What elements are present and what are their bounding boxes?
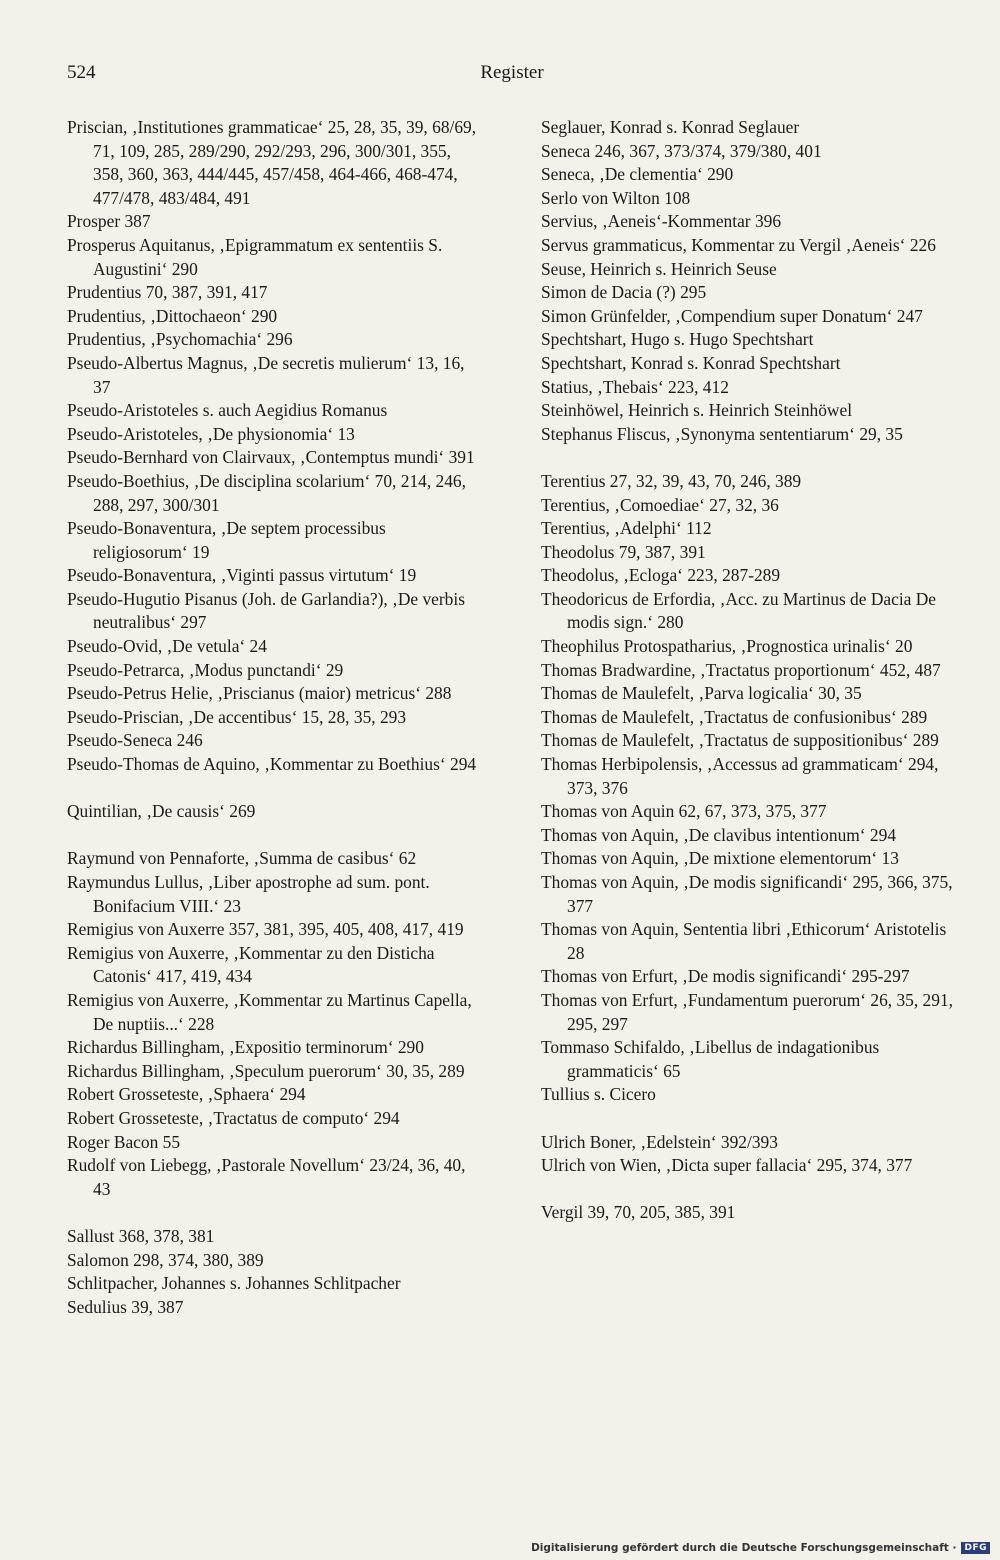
footer-credit bbox=[531, 1542, 990, 1554]
index-entry: Prosperus Aquitanus, ‚Epigrammatum ex sententiis S. Augustini‘ 290 bbox=[67, 234, 443, 279]
index-entry: Seneca 246, 367, 373/374, 379/380, 401 bbox=[541, 140, 822, 161]
index-entry: Rudolf von Liebegg, ‚Pastorale Novellum‘ 23/24, 36, 40, 43 bbox=[67, 1155, 466, 1199]
index-entry: Robert Grosseteste, ‚Sphaera‘ 294 bbox=[67, 1084, 306, 1105]
index-entry: Spechtshart, Konrad s. Konrad Spechtshart bbox=[541, 352, 841, 373]
index-entry: Theodoricus de Erfordia, ‚Acc. zu Martinus de Dacia De modis sign.‘ 280 bbox=[541, 588, 936, 633]
index-entry: Theophilus Protospatharius, ‚Prognostica urinalis‘ 20 bbox=[541, 636, 913, 657]
letter-section-gap bbox=[67, 777, 477, 801]
index-entry: Servius, ‚Aeneis‘-Kommentar 396 bbox=[541, 211, 782, 232]
letter-section-gap bbox=[67, 1201, 477, 1225]
letter-section-gap bbox=[541, 446, 961, 470]
index-entry: Thomas von Erfurt, ‚De modis significandi‘ 295-297 bbox=[541, 966, 910, 987]
letter-section-gap bbox=[67, 824, 477, 848]
index-entry: Seglauer, Konrad s. Konrad Seglauer bbox=[541, 117, 800, 137]
index-entry: Thomas von Erfurt, ‚Fundamentum puerorum‘ 26, 35, 291, 295, 297 bbox=[541, 989, 953, 1034]
index-entry: Seneca, ‚De clementia‘ 290 bbox=[541, 164, 734, 185]
index-entry: Raymundus Lullus, ‚Liber apostrophe ad sum. pont. Bonifacium VIII.‘ 23 bbox=[67, 872, 430, 916]
index-entry: Thomas von Aquin 62, 67, 373, 375, 377 bbox=[541, 801, 827, 822]
index-entry: Thomas von Aquin, Sententia libri ‚Ethicorum‘ Aristotelis 28 bbox=[541, 919, 947, 963]
index-entry: Steinhöwel, Heinrich s. Heinrich Steinhöwel bbox=[541, 400, 853, 421]
index-entry: Tommaso Schifaldo, ‚Libellus de indagationibus grammaticis‘ 65 bbox=[541, 1037, 880, 1081]
index-entry: Thomas Bradwardine, ‚Tractatus proportionum‘ 452, 487 bbox=[541, 659, 941, 680]
index-entry: Pseudo-Bonaventura, ‚De septem processibus religiosorum‘ 19 bbox=[67, 518, 386, 562]
index-entry: Thomas von Aquin, ‚De modis significandi‘ 295, 366, 375, 377 bbox=[541, 872, 953, 916]
index-entry: Priscian, ‚Institutiones grammaticae‘ 25, 28, 35, 39, 68/69, 71, 109, 285, 289/290, 292/293, 296, 300/301, 355, 358, 360, 363, 444/445, 457/458, 464-466, 468-474, 477/478, 483/484, 491 bbox=[67, 117, 477, 208]
index-entry: Pseudo-Thomas de Aquino, ‚Kommentar zu Boethius‘ 294 bbox=[67, 754, 477, 775]
index-entry: Pseudo-Ovid, ‚De vetula‘ 24 bbox=[67, 636, 267, 657]
index-entry: Prudentius 70, 387, 391, 417 bbox=[67, 282, 268, 303]
index-entry: Statius, ‚Thebais‘ 223, 412 bbox=[541, 376, 729, 397]
index-entry: Raymund von Pennaforte, ‚Summa de casibus‘ 62 bbox=[67, 848, 417, 869]
index-entry: Theodolus, ‚Ecloga‘ 223, 287-289 bbox=[541, 565, 781, 586]
index-entry: Remigius von Auxerre, ‚Kommentar zu den Disticha Catonis‘ 417, 419, 434 bbox=[67, 942, 435, 987]
index-entry: Pseudo-Aristoteles s. auch Aegidius Romanus bbox=[67, 400, 388, 421]
index-entry: Prudentius, ‚Dittochaeon‘ 290 bbox=[67, 305, 278, 326]
index-entry: Terentius, ‚Comoediae‘ 27, 32, 36 bbox=[541, 494, 779, 515]
index-entry: Thomas de Maulefelt, ‚Parva logicalia‘ 30, 35 bbox=[541, 683, 862, 704]
index-entry: Pseudo-Aristoteles, ‚De physionomia‘ 13 bbox=[67, 423, 355, 444]
letter-section-gap bbox=[541, 1178, 961, 1202]
index-entry: Thomas Herbipolensis, ‚Accessus ad grammaticam‘ 294, 373, 376 bbox=[541, 754, 939, 798]
index-entry: Ulrich von Wien, ‚Dicta super fallacia‘ 295, 374, 377 bbox=[541, 1155, 913, 1176]
index-column-right bbox=[541, 116, 961, 1225]
index-entry: Richardus Billingham, ‚Speculum puerorum‘ 30, 35, 289 bbox=[67, 1060, 465, 1081]
index-entry: Theodolus 79, 387, 391 bbox=[541, 541, 706, 562]
index-entry: Remigius von Auxerre 357, 381, 395, 405, 408, 417, 419 bbox=[67, 919, 464, 940]
index-entry: Richardus Billingham, ‚Expositio terminorum‘ 290 bbox=[67, 1037, 424, 1058]
index-entry: Thomas von Aquin, ‚De clavibus intentionum‘ 294 bbox=[541, 824, 897, 845]
index-entry: Salomon 298, 374, 380, 389 bbox=[67, 1249, 264, 1270]
page-number: 524 bbox=[67, 62, 96, 83]
index-entry: Remigius von Auxerre, ‚Kommentar zu Martinus Capella, De nuptiis...‘ 228 bbox=[67, 989, 472, 1034]
index-entry: Prosper 387 bbox=[67, 211, 151, 232]
letter-section-gap bbox=[541, 1107, 961, 1131]
index-entry: Quintilian, ‚De causis‘ 269 bbox=[67, 801, 256, 822]
index-entry: Sedulius 39, 387 bbox=[67, 1296, 184, 1317]
index-entry: Serlo von Wilton 108 bbox=[541, 187, 691, 208]
index-entry: Pseudo-Seneca 246 bbox=[67, 730, 203, 751]
index-entry: Pseudo-Bonaventura, ‚Viginti passus virtutum‘ 19 bbox=[67, 565, 417, 586]
index-entry: Schlitpacher, Johannes s. Johannes Schlitpacher bbox=[67, 1273, 401, 1294]
index-entry: Terentius, ‚Adelphi‘ 112 bbox=[541, 518, 712, 539]
index-entry: Pseudo-Boethius, ‚De disciplina scolarium‘ 70, 214, 246, 288, 297, 300/301 bbox=[67, 470, 466, 515]
index-entry: Pseudo-Petrarca, ‚Modus punctandi‘ 29 bbox=[67, 659, 344, 680]
index-entry: Thomas de Maulefelt, ‚Tractatus de confusionibus‘ 289 bbox=[541, 706, 928, 727]
running-head: Register bbox=[480, 62, 544, 83]
index-entry: Tullius s. Cicero bbox=[541, 1084, 656, 1105]
index-entry: Seuse, Heinrich s. Heinrich Seuse bbox=[541, 258, 777, 279]
index-entry: Pseudo-Albertus Magnus, ‚De secretis mulierum‘ 13, 16, 37 bbox=[67, 352, 465, 397]
index-entry: Sallust 368, 378, 381 bbox=[67, 1225, 215, 1246]
index-entry: Simon Grünfelder, ‚Compendium super Donatum‘ 247 bbox=[541, 305, 923, 326]
index-entry: Prudentius, ‚Psychomachia‘ 296 bbox=[67, 329, 293, 350]
index-entry: Pseudo-Bernhard von Clairvaux, ‚Contemptus mundi‘ 391 bbox=[67, 447, 475, 468]
index-entry: Thomas von Aquin, ‚De mixtione elementorum‘ 13 bbox=[541, 848, 899, 869]
dfg-logo: DFG bbox=[961, 1542, 990, 1554]
index-entry: Simon de Dacia (?) 295 bbox=[541, 282, 707, 303]
index-entry: Stephanus Fliscus, ‚Synonyma sententiarum‘ 29, 35 bbox=[541, 423, 903, 444]
index-entry: Terentius 27, 32, 39, 43, 70, 246, 389 bbox=[541, 470, 802, 491]
index-column-left bbox=[67, 116, 477, 1319]
index-entry: Servus grammaticus, Kommentar zu Vergil ‚Aeneis‘ 226 bbox=[541, 234, 936, 255]
index-entry: Roger Bacon 55 bbox=[67, 1131, 181, 1152]
index-entry: Pseudo-Hugutio Pisanus (Joh. de Garlandia?), ‚De verbis neutralibus‘ 297 bbox=[67, 588, 465, 633]
index-entry: Thomas de Maulefelt, ‚Tractatus de suppositionibus‘ 289 bbox=[541, 730, 939, 751]
index-entry: Ulrich Boner, ‚Edelstein‘ 392/393 bbox=[541, 1131, 778, 1152]
index-entry: Vergil 39, 70, 205, 385, 391 bbox=[541, 1202, 736, 1223]
footer-text: Digitalisierung gefördert durch die Deutsche Forschungsgemeinschaft · bbox=[531, 1542, 957, 1554]
index-entry: Pseudo-Priscian, ‚De accentibus‘ 15, 28, 35, 293 bbox=[67, 706, 407, 727]
index-entry: Spechtshart, Hugo s. Hugo Spechtshart bbox=[541, 329, 814, 350]
index-entry: Robert Grosseteste, ‚Tractatus de computo‘ 294 bbox=[67, 1107, 400, 1128]
index-entry: Pseudo-Petrus Helie, ‚Priscianus (maior) metricus‘ 288 bbox=[67, 683, 452, 704]
